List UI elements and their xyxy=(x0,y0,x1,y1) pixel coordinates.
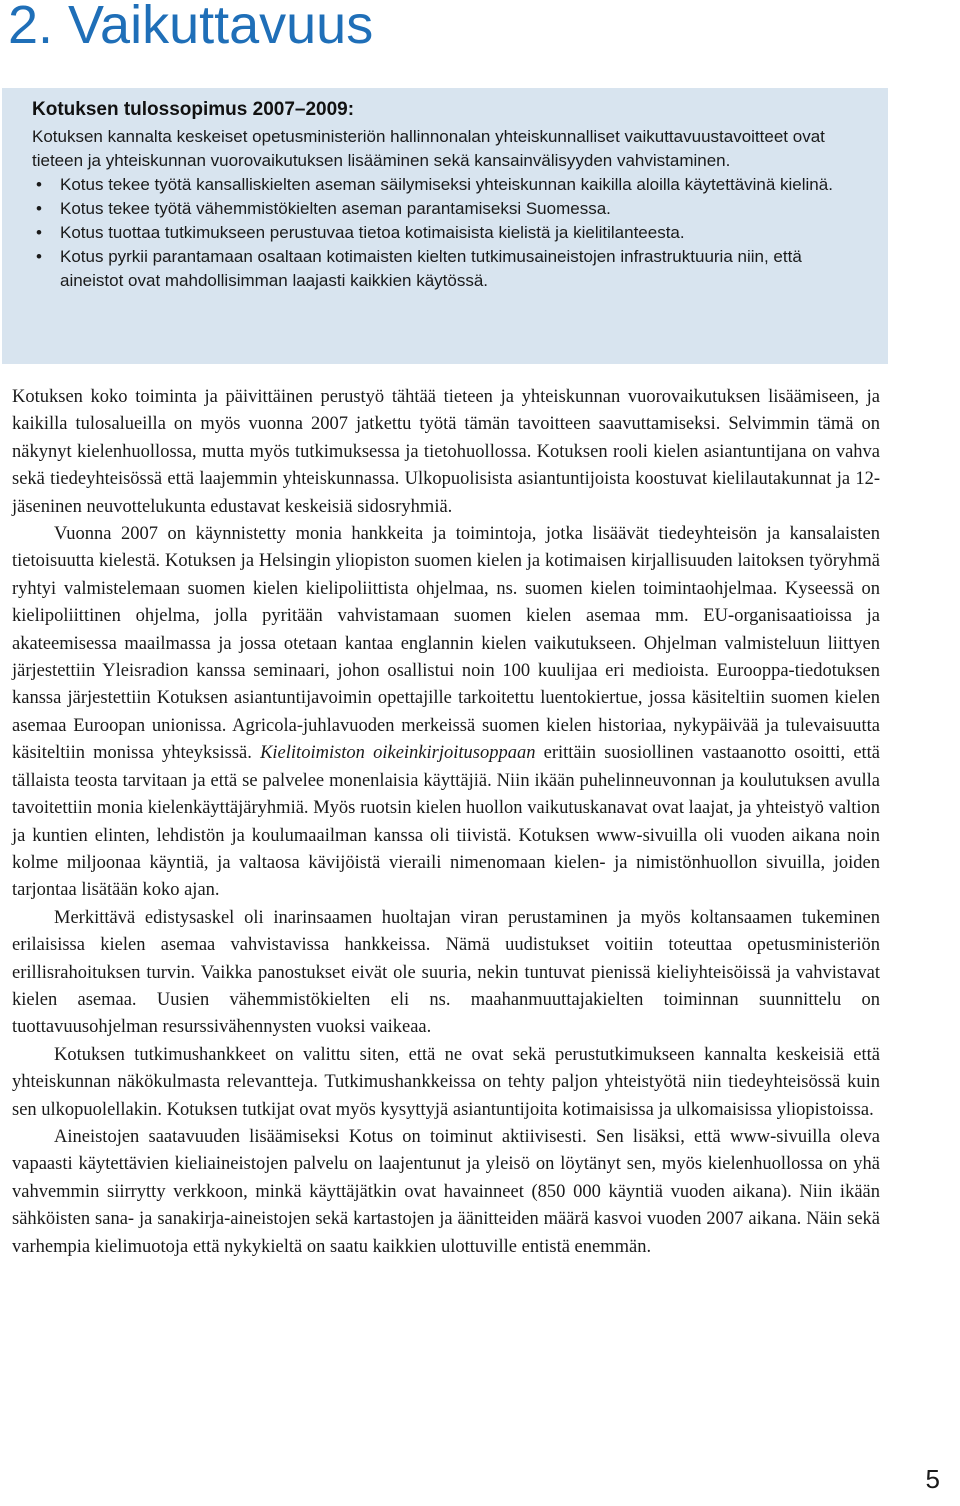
body-paragraph-2-text-b: erittäin suosiollinen vastaanotto osoitti, että tällaista teosta tarvitaan ja että se palvelee monenlaisia käyttäjiä. Niin ikään puhelinneuvonnan ja koulutuksen avulla tavoitettiin monia kielenkäyttäjäryhmiä. Myös ruotsin kielen huollon vaikutuskanavat ovat laajat, ja yhteistyö valtion ja kuntien elinten, lehdistön ja koulumaailman kanssa oli tiivistä. Kotuksen www-sivuilla oli vuoden aikana noin kolme miljoonaa käyntiä, ja valtaosa kävijöistä vieraili nimenomaan kielen- ja nimistönhuollon sivuilla, joiden tarjontaa lisätään koko ajan. xyxy=(12,743,881,901)
bullet-icon: • xyxy=(36,223,42,242)
body-text xyxy=(12,384,880,1261)
info-box-intro: Kotuksen kannalta keskeiset opetusministeriön hallinnonalan yhteiskunnalliset vaikuttavuustavoitteet ovat tieteen ja yhteiskunnan vuorovaikutuksen lisääminen sekä kansainvälisyyden vahvistaminen. xyxy=(32,127,825,170)
list-item-text: Kotus pyrkii parantamaan osaltaan kotimaisten kielten tutkimusaineistojen infrastruktuuria niin, että aineistot ovat mahdollisimman laajasti kaikkien käytössä. xyxy=(60,247,802,290)
info-box xyxy=(2,88,888,364)
bullet-icon: • xyxy=(36,175,42,194)
page-number: 5 xyxy=(925,1464,940,1494)
list-item xyxy=(32,245,862,293)
info-box-bullet-list xyxy=(32,173,862,293)
body-paragraph-5: Aineistojen saatavuuden lisäämiseksi Kotus on toiminut aktiivisesti. Sen lisäksi, että www-sivuilla oleva vapaasti käytettävien kieliaineistojen palvelu on laajentunut ja yleisö on löytänyt sen, myös kielenhuollossa on yhä vahvemmin siirrytty verkkoon, minkä käyttäjätkin ovat havainneet (850 000 käyntiä vuoden aikana). Niin ikään sähköisten sana- ja sanakirja-aineistojen sekä kartastojen ja äänitteiden määrä kasvoi vuoden 2007 aikana. Näin sekä varhempia kielimuotoja että nykykieltä on saatu kaikkien ulottuville entistä enemmän. xyxy=(12,1126,880,1257)
list-item xyxy=(32,221,862,245)
body-paragraph-3: Merkittävä edistysaskel oli inarinsaamen huoltajan viran perustaminen ja myös koltansaamen tukeminen erilaisissa kielen asemaa vahvistavissa hankkeissa. Nämä uudistukset voitiin toteuttaa opetusministeriön erillisrahoituksen turvin. Vaikka panostukset eivät ole suuria, nekin tuntuvat pienissä kieliyhteisöissä ja vahvistavat kielen asemaa. Uusien vähemmistökielten eli ns. maahanmuuttajakielten toiminnan suunnittelu on tuottavuusohjelman resurssivähennysten vuoksi vaikeaa. xyxy=(12,907,880,1038)
body-paragraph-2 xyxy=(12,521,880,905)
list-item-text: Kotus tekee työtä kansalliskielten aseman säilymiseksi yhteiskunnan kaikilla aloilla käytettävinä kielinä. xyxy=(60,175,833,194)
body-paragraph-1: Kotuksen koko toiminta ja päivittäinen perustyö tähtää tieteen ja yhteiskunnan vuorovaikutuksen lisäämiseen, ja kaikilla tulosalueilla on myös vuonna 2007 jatkettu työtä tämän tavoitteen saavuttamiseksi. Selvimmin tämä on näkynyt kielenhuollossa, mutta myös tutkimuksessa ja tietohuollossa. Kotuksen rooli kielen asiantuntijana on vahva sekä tiedeyhteisössä että laajemmin yhteiskunnassa. Ulkopuolisista asiantuntijoista koostuvat kielilautakunnat ja 12-jäseninen neuvottelukunta edustavat keskeisiä sidosryhmiä. xyxy=(12,387,880,517)
list-item-text: Kotus tekee työtä vähemmistökielten aseman parantamiseksi Suomessa. xyxy=(60,199,611,218)
page-title: 2. Vaikuttavuus xyxy=(8,0,374,55)
body-paragraph-2-text-a: Vuonna 2007 on käynnistetty monia hankkeita ja toimintoja, jotka lisäävät tiedeyhteisön ja kansalaisten tietoisuutta kielestä. Kotuksen ja Helsingin yliopiston suomen kielen ja kotimaisen kirjallisuuden laitoksen työryhmä ryhtyi valmistelemaan suomen kielen kielipoliittista ohjelmaa, ns. suomen kielen toimintaohjelmaa. Kyseessä on kielipoliittinen ohjelma, jolla pyritään vahvistamaan suomen kielen asemaa mm. EU-organisaatioissa ja akateemisessa maailmassa ja jossa otetaan kantaa englannin kielen vaikutukseen. Ohjelman valmisteluun liittyen järjestettiin Yleisradion kanssa seminaari, johon osallistui noin 100 kuulijaa eri medioista. Eurooppa-tiedotuksen kanssa järjestettiin Kotuksen asiantuntijavoimin opettajille tarkoitettu luentokiertue, jossa käsiteltiin suomen kielen asemaa Euroopan unionissa. Agricola-juhlavuoden merkeissä suomen kielen historiaa, nykypäivää ja tulevaisuutta käsiteltiin monissa yhteyksissä. xyxy=(12,524,880,764)
info-box-heading: Kotuksen tulossopimus 2007–2009: xyxy=(32,99,355,120)
body-paragraph-4: Kotuksen tutkimushankkeet on valittu siten, että ne ovat sekä perustutkimukseen kannalta keskeisiä että yhteiskunnan näkökulmasta relevantteja. Tutkimushankkeissa on tehty paljon yhteistyötä niin tiedeyhteisössä kuin sen ulkopuolellakin. Kotuksen tutkijat ovat myös kysyttyjä asiantuntijoita kotimaisissa ja ulkomaisissa yliopistoissa. xyxy=(12,1044,880,1120)
bullet-icon: • xyxy=(36,199,42,218)
list-item-text: Kotus tuottaa tutkimukseen perustuvaa tietoa kotimaisista kielistä ja kielitilanteesta. xyxy=(60,223,685,242)
book-title: Kielitoimiston oikeinkirjoitusoppaan xyxy=(260,743,536,764)
list-item xyxy=(32,173,862,197)
bullet-icon: • xyxy=(36,247,42,266)
list-item xyxy=(32,197,862,221)
